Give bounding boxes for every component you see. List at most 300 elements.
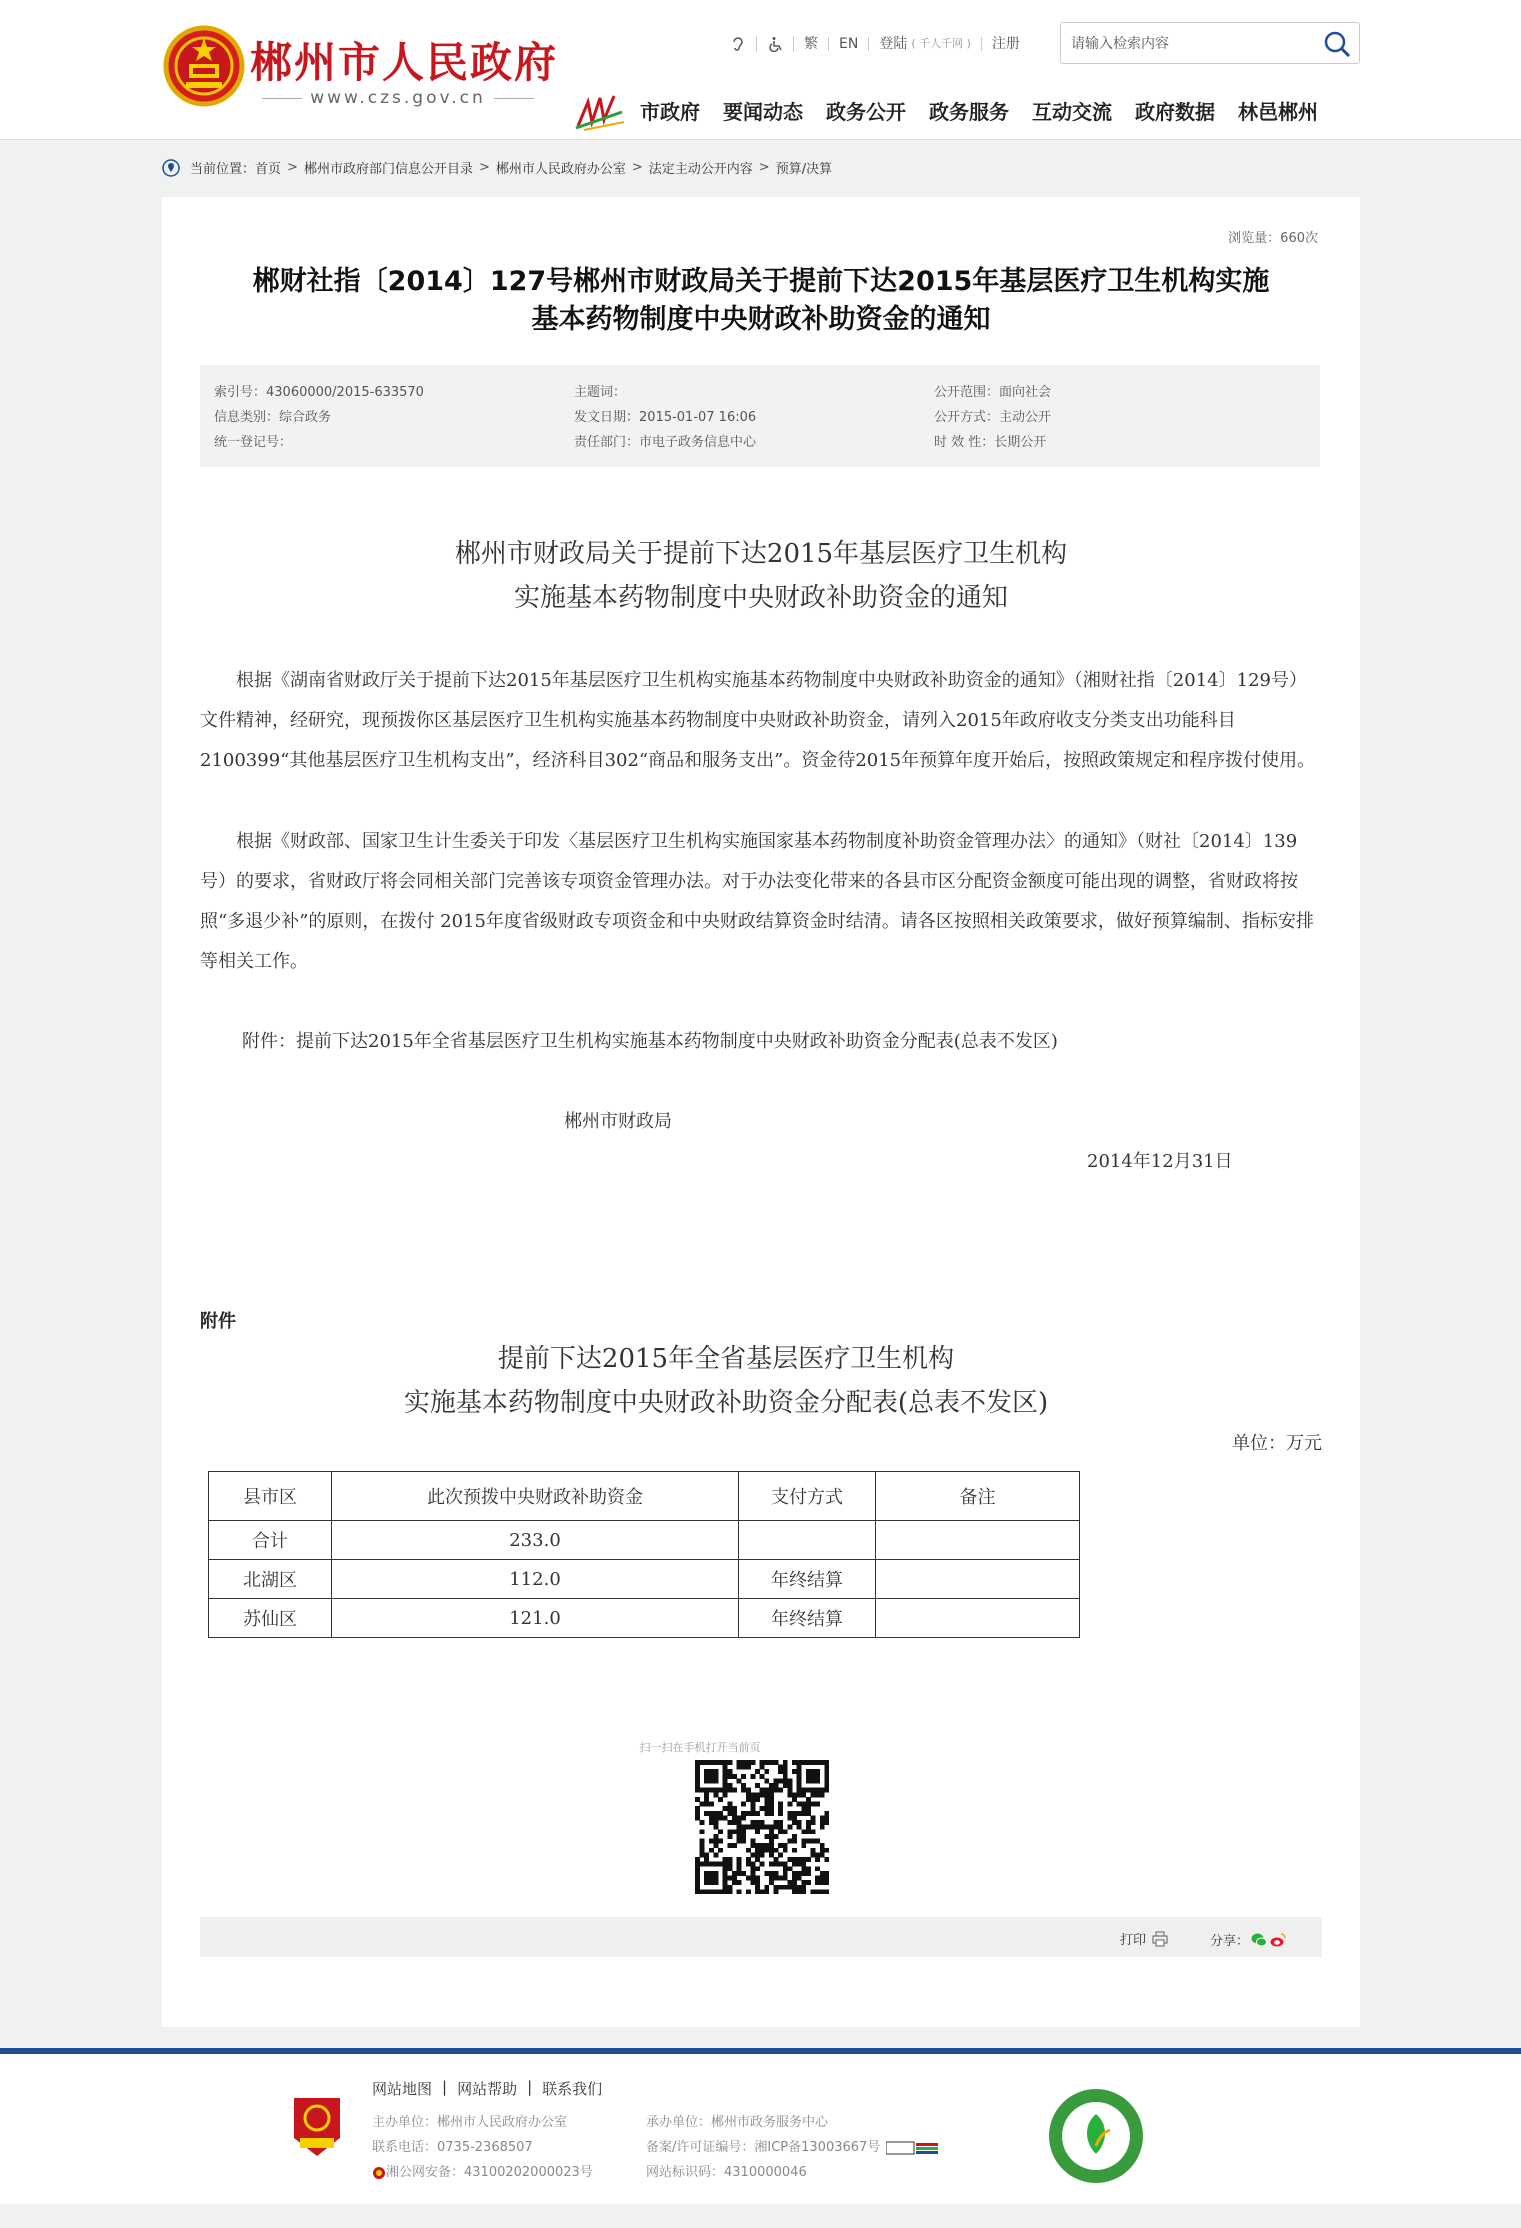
qr-module <box>774 1885 779 1890</box>
qr-module <box>750 1820 755 1825</box>
qr-module <box>709 1848 714 1853</box>
print-button[interactable] <box>1120 1929 1168 1948</box>
qr-module <box>700 1862 705 1867</box>
qr-module <box>727 1760 732 1765</box>
qr-module <box>723 1783 728 1788</box>
qr-module <box>806 1797 811 1802</box>
footer-icp[interactable] <box>646 2135 940 2160</box>
qr-module <box>815 1839 820 1844</box>
qr-module <box>801 1802 806 1807</box>
nav-item-news[interactable]: 要闻动态 <box>723 100 803 124</box>
qr-module <box>709 1778 714 1783</box>
footer-link-contact[interactable]: 联系我们 <box>542 2080 603 2098</box>
qr-module <box>797 1862 802 1867</box>
qr-module <box>704 1871 709 1876</box>
qr-module <box>811 1788 816 1793</box>
qr-module <box>737 1815 742 1820</box>
qr-module <box>709 1769 714 1774</box>
qr-module <box>824 1871 829 1876</box>
breadcrumb-separator: > <box>758 160 770 175</box>
footer-sponsor: 主办单位：郴州市人民政府办公室 <box>372 2115 568 2130</box>
qr-module <box>700 1843 705 1848</box>
accessibility-ear-icon[interactable] <box>720 36 757 52</box>
qr-module <box>713 1792 718 1797</box>
qr-module <box>760 1788 765 1793</box>
weibo-icon[interactable] <box>1270 1932 1286 1948</box>
qr-module <box>700 1889 705 1894</box>
traditional-chinese-link[interactable]: 繁 <box>794 37 829 51</box>
qr-module <box>750 1802 755 1807</box>
qr-module <box>801 1889 806 1894</box>
qr-module <box>801 1871 806 1876</box>
qr-module <box>797 1783 802 1788</box>
nav-item-services[interactable]: 政务服务 <box>929 100 1009 124</box>
breadcrumb <box>162 158 832 177</box>
site-header <box>0 0 1521 140</box>
qr-module <box>750 1866 755 1871</box>
qr-module <box>704 1792 709 1797</box>
qr-module <box>741 1760 746 1765</box>
qr-module <box>750 1852 755 1857</box>
qr-module <box>713 1889 718 1894</box>
wheelchair-icon[interactable] <box>757 36 794 52</box>
footer-left-column <box>372 2110 593 2185</box>
qr-module <box>783 1843 788 1848</box>
qr-module <box>764 1834 769 1839</box>
nav-item-data[interactable]: 政府数据 <box>1135 100 1215 124</box>
qr-module <box>806 1825 811 1830</box>
qr-module <box>755 1792 760 1797</box>
qr-module <box>787 1866 792 1871</box>
qr-module <box>769 1797 774 1802</box>
qr-module <box>760 1852 765 1857</box>
qr-module <box>723 1871 728 1876</box>
qr-module <box>723 1774 728 1779</box>
qr-module <box>811 1852 816 1857</box>
qr-module <box>783 1769 788 1774</box>
qr-module <box>806 1829 811 1834</box>
qr-module <box>727 1802 732 1807</box>
qr-module <box>723 1880 728 1885</box>
qr-module <box>704 1797 709 1802</box>
qr-module <box>709 1820 714 1825</box>
qr-module <box>709 1889 714 1894</box>
qr-module <box>695 1765 700 1770</box>
qr-module <box>815 1788 820 1793</box>
qr-module <box>797 1876 802 1881</box>
qr-module <box>778 1788 783 1793</box>
qr-module <box>727 1829 732 1834</box>
article-card <box>162 197 1360 2027</box>
table-header-cell: 县市区 <box>209 1472 332 1521</box>
wechat-icon[interactable] <box>1251 1932 1267 1948</box>
qr-module <box>718 1760 723 1765</box>
qr-module <box>755 1825 760 1830</box>
article-paragraph-1: 根据《湖南省财政厅关于提前下达2015年基层医疗卫生机构实施基本药物制度中央财政补助资金的通知》（湘财社指〔2014〕129号）文件精神，经研究，现预拨你区基层医疗卫生机构实施基本药物制度中央财政补助资金，请列入2015年政府收支分类支出功能科目2100399“其他基层医疗卫生机构支出”，经济科目302“商品和服务支出”。资金待2015年预算年度开始后，按照政策规定和程序拨付使用。 <box>200 670 1316 771</box>
qr-module <box>801 1857 806 1862</box>
document-date: 2014年12月31日 <box>1087 1151 1233 1172</box>
qr-module <box>737 1760 742 1765</box>
qr-module <box>797 1792 802 1797</box>
qr-module <box>769 1806 774 1811</box>
share-bar <box>200 1917 1322 1957</box>
qr-module <box>750 1871 755 1876</box>
footer-icp-text[interactable]: 备案/许可证编号：湘ICP备13003667号 <box>646 2140 881 2155</box>
qr-module <box>750 1843 755 1848</box>
table-header-row <box>209 1472 1080 1521</box>
qr-module <box>811 1815 816 1820</box>
breadcrumb-statutory[interactable]: 法定主动公开内容 <box>648 162 753 177</box>
qr-module <box>741 1811 746 1816</box>
nav-item-linyi-chenzhou[interactable]: 林邑郴州 <box>1238 100 1318 124</box>
qr-module <box>774 1778 779 1783</box>
qr-module <box>792 1760 797 1765</box>
qr-module <box>750 1797 755 1802</box>
qr-module <box>713 1820 718 1825</box>
qr-module <box>811 1769 816 1774</box>
qr-module <box>750 1862 755 1867</box>
breadcrumb-label: 当前位置： <box>190 162 256 177</box>
qr-module <box>797 1765 802 1770</box>
qr-module <box>769 1792 774 1797</box>
qr-module <box>727 1769 732 1774</box>
qr-module <box>824 1760 829 1765</box>
footer-police-record[interactable] <box>372 2160 593 2185</box>
table-title-line-1: 提前下达2015年全省基层医疗卫生机构 <box>497 1344 955 1374</box>
printer-icon[interactable] <box>1152 1931 1168 1947</box>
qr-module <box>695 1815 700 1820</box>
qr-module <box>700 1848 705 1853</box>
qr-module <box>741 1829 746 1834</box>
nav-item-interaction[interactable]: 互动交流 <box>1032 100 1112 124</box>
meta-index-no: 索引号：43060000/2015-633570 <box>214 385 424 400</box>
qr-module <box>797 1885 802 1890</box>
qr-module <box>723 1765 728 1770</box>
table-header-cell: 备注 <box>876 1472 1080 1521</box>
qr-module <box>695 1889 700 1894</box>
qr-module <box>760 1843 765 1848</box>
qr-module <box>820 1848 825 1853</box>
search-input[interactable] <box>1071 33 1311 55</box>
footer-link-help[interactable]: 网站帮助 <box>457 2080 518 2098</box>
qr-module <box>727 1885 732 1890</box>
qr-module <box>797 1788 802 1793</box>
table-cell <box>876 1521 1080 1560</box>
qr-module <box>764 1797 769 1802</box>
qr-module <box>746 1765 751 1770</box>
qr-module <box>787 1788 792 1793</box>
qr-module <box>760 1760 765 1765</box>
qr-module <box>806 1778 811 1783</box>
qr-module <box>700 1839 705 1844</box>
qr-module <box>797 1825 802 1830</box>
qr-module <box>774 1857 779 1862</box>
view-count: 浏览量：660次 <box>1228 231 1318 246</box>
qr-module <box>737 1880 742 1885</box>
breadcrumb-directory[interactable]: 郴州市政府部门信息公开目录 <box>303 162 473 177</box>
qr-module <box>764 1760 769 1765</box>
qr-module <box>769 1852 774 1857</box>
qr-module <box>801 1866 806 1871</box>
qr-module <box>815 1769 820 1774</box>
qr-module <box>764 1811 769 1816</box>
table-title-line-2: 实施基本药物制度中央财政补助资金分配表(总表不发区) <box>403 1388 1049 1418</box>
qr-module <box>713 1852 718 1857</box>
qr-module <box>824 1769 829 1774</box>
qr-module <box>769 1829 774 1834</box>
login-note: ( 千人千网 ) <box>911 37 971 50</box>
qr-module <box>815 1880 820 1885</box>
qr-module <box>764 1848 769 1853</box>
qr-module <box>695 1806 700 1811</box>
breadcrumb-office[interactable]: 郴州市人民政府办公室 <box>495 162 626 177</box>
nav-item-city-government[interactable]: 市政府 <box>640 100 700 124</box>
qr-module <box>755 1885 760 1890</box>
qr-module <box>700 1829 705 1834</box>
table-row <box>209 1560 1080 1599</box>
qr-module <box>824 1774 829 1779</box>
qr-module <box>824 1876 829 1881</box>
qr-module <box>723 1889 728 1894</box>
qr-module <box>806 1774 811 1779</box>
qr-module <box>709 1788 714 1793</box>
qr-module <box>787 1811 792 1816</box>
site-title[interactable]: 郴州市人民政府 <box>250 38 559 87</box>
share-group <box>1210 1930 1286 1949</box>
qr-module <box>797 1760 802 1765</box>
qr-module <box>769 1843 774 1848</box>
qr-module <box>778 1811 783 1816</box>
breadcrumb-home[interactable]: 首页 <box>255 162 282 177</box>
qr-module <box>746 1792 751 1797</box>
qr-module <box>695 1857 700 1862</box>
civilized-website-badge[interactable] <box>1046 2086 1146 2186</box>
qr-code-icon <box>695 1760 829 1894</box>
qr-module <box>801 1880 806 1885</box>
qr-module <box>709 1839 714 1844</box>
qr-module <box>792 1834 797 1839</box>
qr-module <box>741 1765 746 1770</box>
qr-module <box>755 1857 760 1862</box>
qr-module <box>737 1866 742 1871</box>
qr-module <box>801 1839 806 1844</box>
national-emblem-icon[interactable] <box>162 24 246 108</box>
qr-module <box>806 1806 811 1811</box>
qr-module <box>806 1871 811 1876</box>
qr-module <box>746 1857 751 1862</box>
qr-module <box>700 1852 705 1857</box>
qr-module <box>764 1792 769 1797</box>
qr-module <box>750 1876 755 1881</box>
qr-module <box>704 1802 709 1807</box>
qr-module <box>806 1880 811 1885</box>
qr-module <box>704 1876 709 1881</box>
qr-module <box>774 1820 779 1825</box>
qr-module <box>718 1788 723 1793</box>
nav-item-government-affairs[interactable]: 政务公开 <box>826 100 906 124</box>
qr-module <box>824 1848 829 1853</box>
table-cell <box>876 1560 1080 1599</box>
qr-module <box>797 1769 802 1774</box>
meta-topic: 主题词： <box>574 385 627 400</box>
qr-module <box>811 1820 816 1825</box>
qr-module <box>704 1788 709 1793</box>
qr-module <box>737 1834 742 1839</box>
footer-links <box>372 2078 602 2099</box>
login-label[interactable]: 登陆 <box>879 36 908 52</box>
qr-module <box>778 1829 783 1834</box>
qr-module <box>709 1815 714 1820</box>
qr-module <box>713 1862 718 1867</box>
qr-module <box>811 1760 816 1765</box>
qr-module <box>704 1778 709 1783</box>
table-title <box>162 1337 1360 1425</box>
qr-module <box>723 1862 728 1867</box>
qr-module <box>824 1889 829 1894</box>
location-pin-icon <box>162 159 180 177</box>
qr-module <box>792 1820 797 1825</box>
qr-module <box>815 1857 820 1862</box>
qr-module <box>718 1862 723 1867</box>
qr-module <box>824 1880 829 1885</box>
qr-module <box>718 1889 723 1894</box>
qr-module <box>778 1825 783 1830</box>
qr-module <box>713 1788 718 1793</box>
party-government-badge-icon[interactable] <box>290 2094 344 2160</box>
qr-module <box>741 1871 746 1876</box>
qr-module <box>713 1815 718 1820</box>
qr-module <box>787 1880 792 1885</box>
footer-link-sitemap[interactable]: 网站地图 <box>372 2080 433 2098</box>
qr-module <box>769 1880 774 1885</box>
qr-module <box>741 1788 746 1793</box>
qr-module <box>820 1889 825 1894</box>
qr-module <box>704 1880 709 1885</box>
qr-module <box>787 1839 792 1844</box>
qr-module <box>778 1876 783 1881</box>
qr-module <box>718 1815 723 1820</box>
qr-module <box>797 1889 802 1894</box>
qr-module <box>820 1852 825 1857</box>
qr-module <box>750 1880 755 1885</box>
qr-module <box>801 1885 806 1890</box>
article-body-title-line-2: 实施基本药物制度中央财政补助资金的通知 <box>513 583 1008 613</box>
qr-module <box>723 1769 728 1774</box>
qr-module <box>704 1852 709 1857</box>
qr-module <box>723 1866 728 1871</box>
qr-module <box>732 1876 737 1881</box>
qr-module <box>774 1825 779 1830</box>
qr-module <box>718 1848 723 1853</box>
qr-module <box>797 1811 802 1816</box>
qr-module <box>760 1806 765 1811</box>
qr-module <box>769 1876 774 1881</box>
qr-module <box>806 1802 811 1807</box>
footer-police-text[interactable]: 湘公网安备：43100202000023号 <box>386 2165 593 2180</box>
qr-module <box>732 1820 737 1825</box>
cnzz-stats-icon[interactable] <box>886 2141 940 2155</box>
qr-module <box>778 1820 783 1825</box>
qr-module <box>783 1862 788 1867</box>
search-icon[interactable] <box>1323 30 1351 58</box>
civilized-website-badge-icon[interactable] <box>1046 2086 1146 2186</box>
qr-module <box>792 1871 797 1876</box>
register-link[interactable]: 注册 <box>991 36 1020 52</box>
qr-module <box>815 1889 820 1894</box>
qr-module <box>713 1811 718 1816</box>
login-link[interactable] <box>869 37 982 51</box>
print-label[interactable]: 打印 <box>1120 1933 1147 1948</box>
qr-module <box>774 1834 779 1839</box>
qr-module <box>792 1880 797 1885</box>
table-cell: 北湖区 <box>209 1560 332 1599</box>
qr-module <box>769 1760 774 1765</box>
qr-module <box>783 1778 788 1783</box>
qr-module <box>695 1797 700 1802</box>
qr-module <box>797 1857 802 1862</box>
qr-module <box>695 1885 700 1890</box>
qr-caption: 扫一扫在手机打开当前页 <box>639 1741 761 1754</box>
qr-module <box>820 1815 825 1820</box>
table-row <box>209 1599 1080 1638</box>
qr-module <box>713 1876 718 1881</box>
qr-module <box>824 1820 829 1825</box>
qr-module <box>815 1852 820 1857</box>
toolbar <box>720 34 1030 54</box>
qr-module <box>797 1774 802 1779</box>
qr-module <box>732 1774 737 1779</box>
qr-module <box>792 1876 797 1881</box>
qr-module <box>778 1843 783 1848</box>
qr-module <box>801 1862 806 1867</box>
qr-module <box>750 1760 755 1765</box>
qr-module <box>764 1825 769 1830</box>
qr-module <box>709 1802 714 1807</box>
qr-module <box>732 1788 737 1793</box>
qr-module <box>746 1876 751 1881</box>
qr-module <box>718 1797 723 1802</box>
table-cell: 112.0 <box>332 1560 739 1599</box>
qr-module <box>741 1834 746 1839</box>
party-government-badge[interactable] <box>290 2094 344 2160</box>
qr-module <box>732 1880 737 1885</box>
qr-module <box>713 1774 718 1779</box>
qr-module <box>727 1866 732 1871</box>
qr-module <box>760 1774 765 1779</box>
qr-module <box>787 1783 792 1788</box>
qr-module <box>811 1792 816 1797</box>
qr-module <box>792 1857 797 1862</box>
qr-module <box>764 1802 769 1807</box>
breadcrumb-budget[interactable]: 预算/决算 <box>775 162 833 177</box>
qr-module <box>760 1848 765 1853</box>
footer-right-column <box>646 2110 940 2185</box>
qr-module <box>764 1778 769 1783</box>
english-link[interactable]: EN <box>829 37 869 51</box>
qr-module <box>824 1778 829 1783</box>
qr-module <box>783 1829 788 1834</box>
qr-module <box>769 1871 774 1876</box>
qr-module <box>764 1843 769 1848</box>
qr-module <box>695 1880 700 1885</box>
qr-module <box>755 1852 760 1857</box>
qr-module <box>787 1792 792 1797</box>
meta-issue-date: 发文日期：2015-01-07 16:06 <box>574 410 757 425</box>
qr-module <box>727 1774 732 1779</box>
search-box <box>1060 22 1360 64</box>
qr-module <box>806 1866 811 1871</box>
qr-module <box>774 1788 779 1793</box>
